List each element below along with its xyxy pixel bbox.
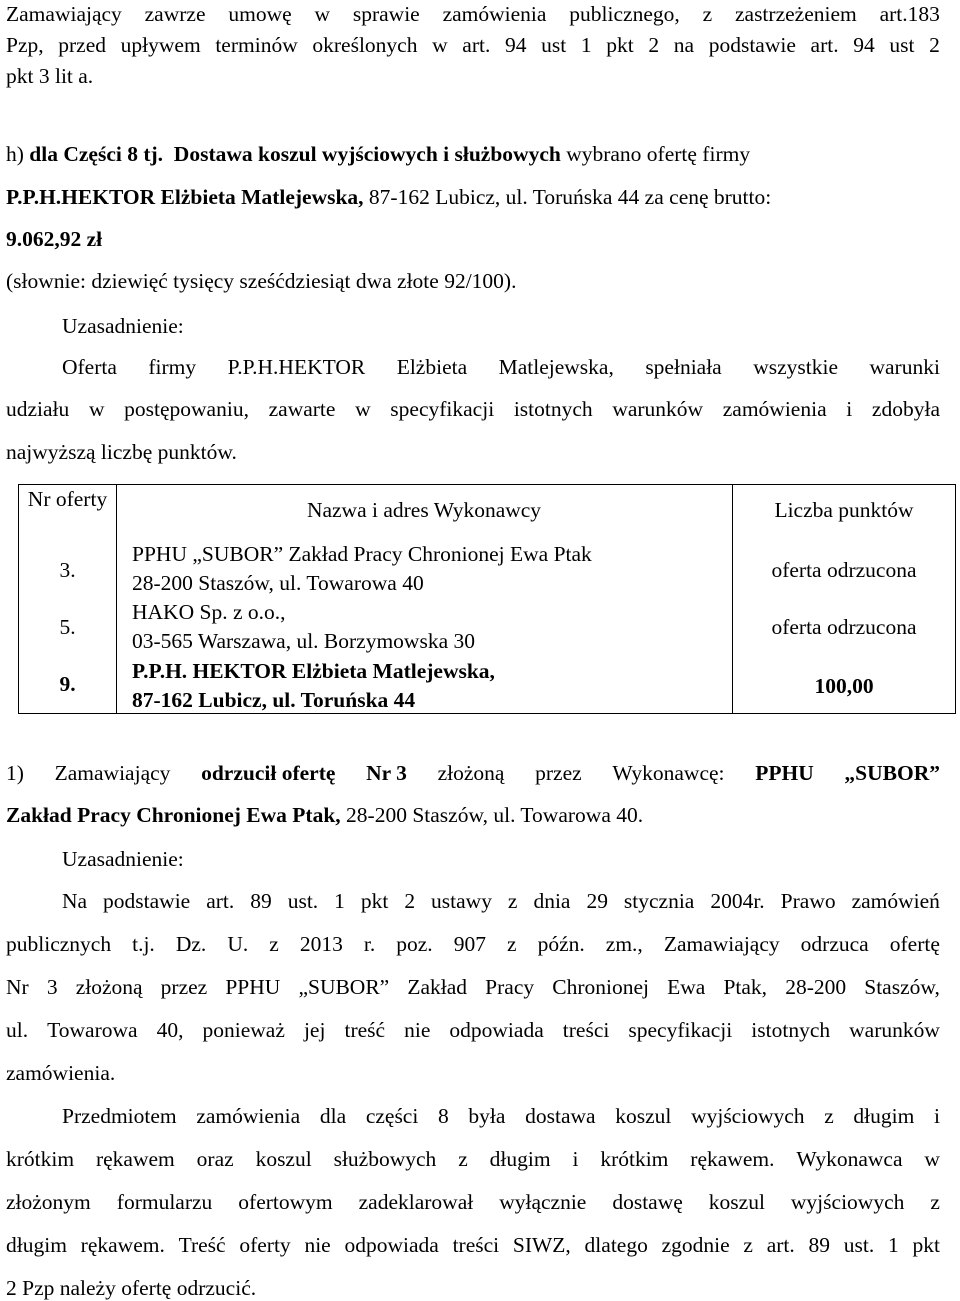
price-words: (słownie: dziewięć tysięcy sześćdziesiąt dwa złote 92/100). <box>6 269 517 293</box>
word: zdobyła <box>871 397 940 421</box>
word: złożoną <box>75 975 143 999</box>
word: 2013 <box>299 932 343 956</box>
row-3-name-line-1: P.P.H. HEKTOR Elżbieta Matlejewska, <box>132 659 495 683</box>
word: w <box>314 2 331 26</box>
word: z <box>930 1190 940 1214</box>
word: Chronionej <box>552 975 649 999</box>
section-h-title <box>6 144 940 166</box>
word: dnia <box>533 889 571 913</box>
rejection-j-line-3 <box>6 977 940 999</box>
word: zamówienia <box>722 397 827 421</box>
word: zamówienia <box>196 1104 301 1128</box>
word: postępowaniu, <box>124 397 249 421</box>
word: dla <box>319 1104 347 1128</box>
word: t.j. <box>132 932 155 956</box>
word: specyfikacji <box>628 1018 733 1042</box>
word: jej <box>303 1018 326 1042</box>
word: Zamawiający <box>54 761 171 785</box>
word: 1) <box>6 761 24 785</box>
word: 8 <box>438 1104 449 1128</box>
price <box>6 229 940 251</box>
rejection-k-line-2 <box>6 1149 940 1171</box>
rejection-j-line-1 <box>62 891 940 913</box>
word: z <box>507 932 517 956</box>
rejection-k-line-4 <box>6 1235 940 1257</box>
word: ponieważ <box>202 1018 285 1042</box>
word: Zamawiający <box>6 2 122 26</box>
word: 89 <box>250 889 272 913</box>
word: 29 <box>586 889 608 913</box>
company-address: 87-162 Lubicz, ul. Toruńska 44 za cenę brutto: <box>363 185 772 209</box>
word: odrzuca <box>800 932 869 956</box>
word: firmy <box>148 355 197 379</box>
word: formularzu <box>116 1190 213 1214</box>
rejection-j-line-4 <box>6 1020 940 1042</box>
word: ustawy <box>431 889 492 913</box>
word: PPHU <box>755 761 814 785</box>
justification-heading: Uzasadnienie: <box>62 314 184 338</box>
company-line <box>6 187 940 209</box>
word: pkt <box>912 1233 940 1257</box>
word: i <box>572 1147 579 1171</box>
word: 2004r. <box>710 889 765 913</box>
word: specyfikacji <box>390 397 495 421</box>
word: treści <box>562 1018 610 1042</box>
word: 2 <box>404 889 416 913</box>
word: zawrze <box>144 2 206 26</box>
word: przez <box>160 975 208 999</box>
row-2-nr: 5. <box>59 615 76 639</box>
word: określonych <box>312 33 418 57</box>
word: sprawie <box>352 2 420 26</box>
word: Elżbieta <box>396 355 468 379</box>
word: art. <box>810 33 839 57</box>
rejection-j-line-2 <box>6 934 940 956</box>
word: Staszów, <box>864 975 940 999</box>
word: ofertowym <box>238 1190 333 1214</box>
word: oraz <box>196 1147 234 1171</box>
word: warunków <box>612 397 704 421</box>
word: udziału <box>6 397 70 421</box>
word: krótkim <box>6 1147 75 1171</box>
word: Zakład <box>407 975 468 999</box>
word: złożoną <box>437 761 505 785</box>
word: warunków <box>849 1018 940 1042</box>
word: i <box>934 1104 940 1128</box>
word: 2 <box>648 33 660 57</box>
word: Prawo <box>780 889 836 913</box>
rejection-heading: Uzasadnienie: <box>62 847 184 871</box>
word: podstawie <box>103 889 191 913</box>
word: 1 <box>580 33 592 57</box>
word: z <box>269 932 279 956</box>
word: i <box>846 397 853 421</box>
row-3-points: 100,00 <box>814 674 874 698</box>
word: 3 <box>46 975 58 999</box>
word: art. <box>766 1233 795 1257</box>
word: krótkim <box>600 1147 669 1171</box>
word: Pzp, <box>6 33 44 57</box>
word: ust <box>889 33 915 57</box>
word: z <box>702 2 713 26</box>
row-2-name-line-1: HAKO Sp. z o.o., <box>132 600 286 624</box>
word: PPHU <box>225 975 281 999</box>
word: Ptak, <box>723 975 768 999</box>
word: pkt <box>606 33 634 57</box>
word: 40, <box>156 1018 184 1042</box>
word: 1 <box>334 889 345 913</box>
word: zawarte <box>268 397 336 421</box>
justification-line-1 <box>62 357 940 379</box>
header-name: Nazwa i adres Wykonawcy <box>306 498 542 522</box>
row-1-nr: 3. <box>59 558 76 582</box>
word: rękawem <box>95 1147 175 1171</box>
word: zastrzeżeniem <box>734 2 857 26</box>
rejection-k-line-3 <box>6 1192 940 1214</box>
word: Przedmiotem <box>62 1104 177 1128</box>
word: odpowiada <box>344 1233 439 1257</box>
word: istotnych <box>513 397 593 421</box>
word: zamówień <box>851 889 940 913</box>
word: istotnych <box>751 1018 831 1042</box>
word: Ewa <box>667 975 706 999</box>
word: w <box>432 33 448 57</box>
word: ust <box>541 33 567 57</box>
word: Wykonawcę: <box>612 761 725 785</box>
rejection-k-line-1 <box>62 1106 940 1128</box>
word: P.P.H.HEKTOR <box>227 355 366 379</box>
word: Treść <box>178 1233 226 1257</box>
price-value: 9.062,92 zł <box>6 227 103 251</box>
rejection-line-1 <box>6 763 940 785</box>
word: poz. <box>396 932 433 956</box>
word: zamówienia <box>442 2 547 26</box>
word: długim <box>853 1104 915 1128</box>
section-prefix: h) <box>6 142 30 166</box>
header-points: Liczba punktów <box>774 498 914 522</box>
word: rękawem. <box>80 1233 165 1257</box>
word: wyłącznie <box>499 1190 587 1214</box>
intro-line-3: pkt 3 lit a. <box>6 64 94 88</box>
rejected-address: 28-200 Staszów, ul. Towarowa 40. <box>340 803 644 827</box>
word: Towarowa <box>47 1018 138 1042</box>
word: r. <box>363 932 376 956</box>
word: wyjściowych <box>691 1104 805 1128</box>
word: Oferta <box>62 355 117 379</box>
word: w <box>88 397 105 421</box>
word: publicznego, <box>569 2 680 26</box>
word: Zamawiający <box>663 932 780 956</box>
word: długim <box>489 1147 551 1171</box>
word: ofertę <box>889 932 940 956</box>
word: wszystkie <box>753 355 838 379</box>
row-1-points: oferta odrzucona <box>771 558 917 582</box>
word: koszul <box>255 1147 312 1171</box>
word: upływem <box>120 33 201 57</box>
intro-line-2 <box>6 35 940 57</box>
word: podstawie <box>708 33 796 57</box>
word: zm., <box>605 932 643 956</box>
word: ust. <box>287 889 319 913</box>
word: dlatego <box>584 1233 648 1257</box>
word: pkt <box>360 889 389 913</box>
word: była <box>468 1104 506 1128</box>
word: nie <box>404 1018 431 1042</box>
word: 94 <box>504 33 527 57</box>
word: zadeklarował <box>358 1190 474 1214</box>
company-name: P.P.H.HEKTOR Elżbieta Matlejewska, <box>6 185 364 209</box>
word: Dz. <box>175 932 207 956</box>
word: spełniała <box>645 355 722 379</box>
word: złożonym <box>6 1190 91 1214</box>
word: art.183 <box>879 2 940 26</box>
word: na <box>673 33 695 57</box>
word: ul. <box>6 1018 29 1042</box>
row-3-nr: 9. <box>59 672 76 696</box>
subject: Dostawa koszul wyjściowych i służbowych <box>173 142 561 166</box>
word: służbowych <box>333 1147 437 1171</box>
word: warunki <box>869 355 940 379</box>
justification-line-2 <box>6 399 940 421</box>
word: art. <box>462 33 491 57</box>
word: z <box>507 889 518 913</box>
word: „SUBOR” <box>844 761 940 785</box>
part-label: dla Części 8 tj. <box>29 142 164 166</box>
word: terminów <box>215 33 298 57</box>
header-nr: Nr oferty <box>27 487 108 511</box>
word: odpowiada <box>449 1018 544 1042</box>
rejected-company: Zakład Pracy Chronionej Ewa Ptak, <box>6 803 341 827</box>
word: z <box>824 1104 834 1128</box>
word: nie <box>304 1233 331 1257</box>
word: publicznych <box>6 932 112 956</box>
word: Matlejewska, <box>498 355 614 379</box>
word: z <box>743 1233 753 1257</box>
word: treść <box>344 1018 386 1042</box>
word: art. <box>206 889 235 913</box>
row-2-points: oferta odrzucona <box>771 615 917 639</box>
word: odrzucił ofertę <box>201 761 336 785</box>
word: 94 <box>853 33 875 57</box>
chosen-text: wybrano ofertę firmy <box>560 142 751 166</box>
word: dostawę <box>612 1190 683 1214</box>
word: Nr 3 <box>366 761 407 785</box>
rejection-line-2 <box>6 805 940 827</box>
row-2-name-line-2: 03-565 Warszawa, ul. Borzymowska 30 <box>132 629 475 653</box>
word: „SUBOR” <box>298 975 390 999</box>
word: przed <box>58 33 107 57</box>
word: w <box>924 1147 940 1171</box>
word: oferty <box>239 1233 291 1257</box>
word: zgodnie <box>661 1233 730 1257</box>
word: umowę <box>228 2 292 26</box>
justification-line-3: najwyższą liczbę punktów. <box>6 440 237 464</box>
word: 89 <box>808 1233 831 1257</box>
word: dostawa <box>525 1104 596 1128</box>
word: późn. <box>537 932 585 956</box>
row-1-name-line-1: PPHU „SUBOR” Zakład Pracy Chronionej Ewa Ptak <box>132 542 592 566</box>
offers-table <box>18 484 956 714</box>
word: części <box>365 1104 419 1128</box>
word: długim <box>6 1233 67 1257</box>
row-1-name-line-2: 28-200 Staszów, ul. Towarowa 40 <box>132 571 424 595</box>
word: Wykonawca <box>796 1147 903 1171</box>
word: koszul <box>615 1104 672 1128</box>
rejection-k-line-5: 2 Pzp należy ofertę odrzucić. <box>6 1276 257 1300</box>
word: 907 <box>453 932 486 956</box>
word: przez <box>535 761 582 785</box>
word: treści <box>452 1233 500 1257</box>
word: Na <box>62 889 88 913</box>
word: 28-200 <box>785 975 847 999</box>
rejection-j-line-5: zamówienia. <box>6 1061 116 1085</box>
word: 1 <box>887 1233 899 1257</box>
word: 2 <box>929 33 940 57</box>
word: U. <box>227 932 249 956</box>
word: z <box>458 1147 468 1171</box>
intro-line-1 <box>6 4 940 26</box>
word: ust. <box>843 1233 875 1257</box>
word: koszul <box>708 1190 765 1214</box>
word: SIWZ, <box>512 1233 571 1257</box>
word: w <box>355 397 371 421</box>
word: Nr <box>6 975 29 999</box>
word: stycznia <box>623 889 695 913</box>
word: wyjściowych <box>790 1190 905 1214</box>
word: rękawem. <box>690 1147 775 1171</box>
word: Pracy <box>485 975 535 999</box>
row-3-name-line-2: 87-162 Lubicz, ul. Toruńska 44 <box>132 688 416 712</box>
